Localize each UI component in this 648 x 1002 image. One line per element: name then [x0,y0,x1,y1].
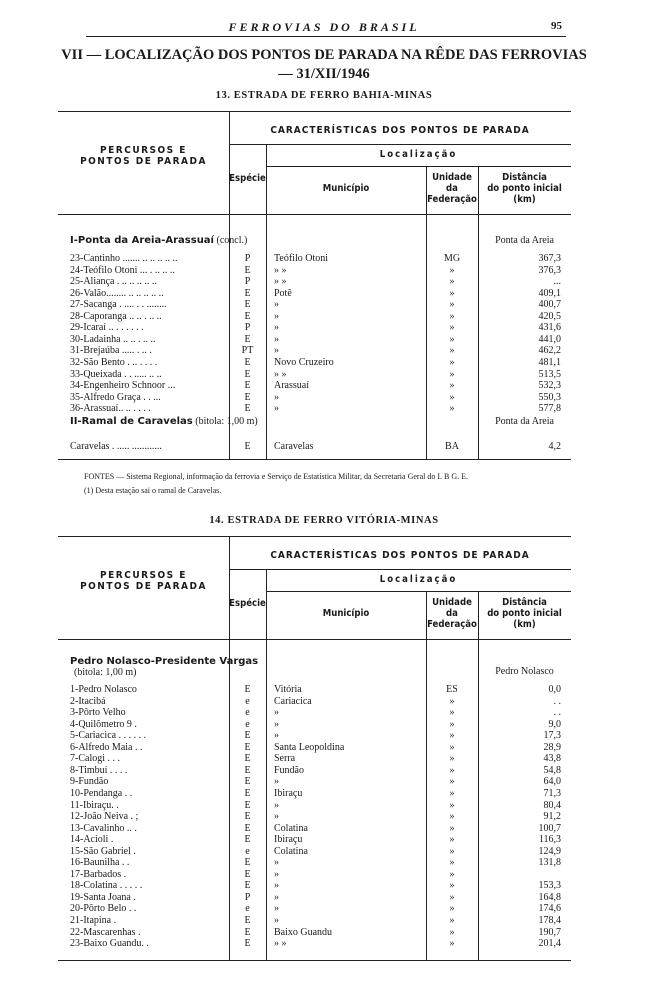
stop-name: 21-Itapina . [70,915,117,926]
stop-municipality: Caravelas [274,441,314,452]
stop-unit: » [449,380,455,392]
stop-unit: » [449,857,455,869]
stop-type: P [244,322,251,334]
stop-type: e [245,695,250,707]
stop-unit: ES [446,684,458,695]
stop-name: 3-Pôrto Velho [70,707,126,719]
section-origin: Ponta da Areia [495,416,554,427]
stop-distance: 178,4 [538,915,561,926]
table-top-rule [58,111,571,112]
stop-type: E [244,380,251,392]
col-divider-type [266,569,267,960]
stop-unit: » [449,915,455,926]
distance-header-3: (km) [513,194,536,205]
stop-type: E [244,368,251,380]
stop-municipality: Serra [274,753,296,765]
type-header: Espécie [229,173,266,184]
stop-distance: 201,4 [538,938,561,950]
stop-distance: ... [553,276,561,288]
distance-header-3: (km) [513,619,536,630]
stop-name: 11-Ibiraçu. . [70,799,119,811]
section-origin: Pedro Nolasco [495,666,554,677]
section-origin: Ponta da Areia [495,235,554,246]
stop-type: E [244,776,251,788]
stop-distance: 80,4 [543,799,561,811]
stop-distance: 0,0 [548,684,561,695]
stop-type: E [244,287,251,299]
unit-header-2: da [446,608,458,619]
stop-distance: 481,1 [538,356,561,368]
header-rule [86,36,566,37]
stop-municipality: » » [274,368,287,380]
stop-municipality: » [274,333,279,345]
stop-name: 5-Cariacica . . . . . . [70,730,147,742]
stop-municipality: » [274,857,279,869]
stop-distance: . . [553,707,561,719]
stop-unit: » [449,391,455,403]
stop-unit: » [449,707,455,719]
stop-municipality: Ibiraçu [274,834,303,846]
section-suffix: (bitola: 1,00 m) [192,416,258,427]
section-name-text: I-Ponta da Areia-Arassuaí [70,235,214,246]
table-bottom-rule [58,459,571,460]
stop-distance: 462,2 [538,345,561,357]
section-name-text: Pedro Nolasco-Presidente Vargas [70,656,259,667]
stop-municipality: » [274,391,279,403]
stop-type: E [244,915,251,926]
stop-municipality: Colatina [274,845,308,857]
stop-type: E [244,741,251,753]
stop-name: 12-João Neiva . ; [70,811,139,823]
stop-municipality: » [274,880,279,892]
stop-unit: » [449,403,455,415]
distance-header: Distância [502,597,547,608]
stop-unit: » [449,799,455,811]
stop-type: E [244,730,251,742]
stop-type: E [244,926,251,938]
stop-municipality: » [274,707,279,719]
stop-unit: MG [443,253,461,264]
stop-municipality: » [274,403,279,415]
routes-header: PERCURSOS E [100,145,187,156]
location-rule [266,591,571,592]
stop-unit: » [449,926,455,938]
stop-distance: 164,8 [538,891,561,903]
stop-unit: » [449,811,455,823]
stop-name: 22-Mascarenhas . [70,926,141,938]
stop-distance: 420,5 [538,310,561,322]
table-bottom-rule [58,960,571,961]
page-number: 95 [551,20,562,32]
stop-municipality: Santa Leopoldina [274,741,345,753]
table-13-title: 13. ESTRADA DE FERRO BAHIA-MINAS [215,90,433,101]
location-header: Localização [379,574,458,585]
stop-name: 27-Sacanga . .... . . ........ [70,299,167,311]
stop-municipality: » [274,345,279,357]
characteristics-header: CARACTERÍSTICAS DOS PONTOS DE PARADA [270,125,530,136]
stop-name: 31-Brejaúba ..... . .. . [70,345,152,357]
stop-type: e [245,845,250,857]
stop-municipality: Vitória [274,684,302,695]
stop-distance: . . [553,695,561,707]
stop-unit: » [449,868,455,880]
stop-name: 23-Cantinho ....... .. .. .. .. .. [70,253,178,264]
stop-municipality: » » [274,938,287,950]
stop-municipality: » [274,310,279,322]
stop-distance: 131,8 [538,857,561,869]
stop-distance: 43,8 [543,753,561,765]
stop-distance: 513,5 [538,368,561,380]
municipality-header: Município [322,183,370,194]
stop-name: 4-Quilômetro 9 . [70,718,137,730]
stop-municipality: » [274,903,279,915]
stop-name: 23-Baixo Guandu. . [70,938,149,950]
stop-municipality: » [274,891,279,903]
stop-distance: 64,0 [543,776,561,788]
stop-type: E [244,441,251,452]
stop-type: e [245,903,250,915]
routes-header-2: PONTOS DE PARADA [80,581,207,592]
stop-name: 16-Baunilha . . [70,857,130,869]
stop-unit: » [449,880,455,892]
stop-name: 33-Queixada . . ..... .. .. [70,368,162,380]
stop-municipality: » [274,718,279,730]
stop-distance: 441,0 [538,333,561,345]
unit-header: Unidade [432,597,472,608]
stop-name: 25-Aliança . .. .. .. .. .. [70,276,157,288]
stop-name: 10-Pendanga . . [70,787,133,799]
section-suffix: (bitola: 1,00 m) [74,667,137,678]
stop-name: 28-Caporanga .. .. . .. .. [70,310,162,322]
stop-unit: » [449,903,455,915]
stop-type: E [244,753,251,765]
stop-unit: » [449,891,455,903]
stop-type: E [244,799,251,811]
stop-name: 29-Icaraí .. . . . . . . [70,322,144,334]
stop-type: E [244,299,251,311]
header-bottom-rule [58,639,571,640]
stop-unit: » [449,264,455,276]
stop-municipality: » [274,776,279,788]
stop-distance: 71,3 [543,787,561,799]
stop-distance: 367,3 [538,253,561,264]
stop-municipality: Cariacica [274,695,312,707]
stop-type: E [244,787,251,799]
stop-distance: 577,8 [538,403,561,415]
stop-unit: » [449,356,455,368]
characteristics-rule [229,144,571,145]
stop-unit: » [449,753,455,765]
stop-unit: » [449,276,455,288]
municipality-header: Município [322,608,370,619]
stop-unit: » [449,822,455,834]
stop-unit: » [449,938,455,950]
stop-type: E [244,264,251,276]
stop-municipality: Potê [274,287,292,299]
routes-header: PERCURSOS E [100,570,187,581]
stop-distance: 400,7 [538,299,561,311]
stop-distance: 153,3 [538,880,561,892]
stop-municipality: » [274,730,279,742]
unit-header: Unidade [432,172,472,183]
stop-type: E [244,811,251,823]
stop-type: E [244,333,251,345]
stop-type: E [244,310,251,322]
table-14-title: 14. ESTRADA DE FERRO VITÓRIA-MINAS [209,515,439,526]
stop-municipality: Fundão [274,764,304,776]
stop-unit: » [449,741,455,753]
table-top-rule [58,536,571,537]
stop-distance: 17,3 [543,730,561,742]
stop-name: 15-São Gabriel . [70,845,136,857]
section-name [70,416,258,427]
type-header: Espécie [229,598,266,609]
stop-municipality: » [274,915,279,926]
stop-name: 17-Barbados . [70,868,127,880]
stop-name: 9-Fundão [70,776,109,788]
stop-unit: » [449,718,455,730]
stop-municipality: Arassuaí [274,380,309,392]
unit-header-3: Federação [427,619,477,630]
stop-type: E [244,356,251,368]
stop-unit: » [449,695,455,707]
unit-header-2: da [446,183,458,194]
distance-header-2: do ponto inicial [487,608,562,619]
stop-type: E [244,938,251,950]
stop-type: E [244,403,251,415]
stop-type: E [244,868,251,880]
stop-unit: » [449,287,455,299]
stop-type: P [244,253,251,264]
stop-type: E [244,822,251,834]
stop-unit: » [449,299,455,311]
stop-unit: » [449,776,455,788]
stop-unit: » [449,787,455,799]
routes-header-2: PONTOS DE PARADA [80,156,207,167]
stop-distance: 550,3 [538,391,561,403]
stop-municipality: Teófilo Otoni [274,253,329,264]
stop-type: E [244,391,251,403]
stop-unit: » [449,345,455,357]
characteristics-header: CARACTERÍSTICAS DOS PONTOS DE PARADA [270,550,530,561]
stop-name: 1-Pedro Nolasco [70,684,137,695]
stop-distance: 91,2 [543,811,561,823]
unit-header-3: Federação [427,194,477,205]
stop-type: E [244,764,251,776]
stop-distance: 409,1 [538,287,561,299]
stop-name: 13-Cavalinho .. . [70,822,137,834]
stop-municipality: » [274,868,279,880]
running-title: FERROVIAS DO BRASIL [228,20,420,34]
stop-unit: » [449,834,455,846]
stop-municipality: » » [274,276,287,288]
stop-distance: 4,2 [548,441,561,452]
section-heading-date: — 31/XII/1946 [278,66,370,82]
stop-type: e [245,718,250,730]
distance-header-2: do ponto inicial [487,183,562,194]
stop-unit: » [449,322,455,334]
characteristics-rule [229,569,571,570]
stop-type: E [244,684,251,695]
stop-name: 24-Teófilo Otoni ... . .. .. .. [70,264,175,276]
stop-name: 8-Timbuí . . . . [70,764,128,776]
stop-municipality: » [274,811,279,823]
stop-type: PT [241,345,254,357]
section-name [70,656,258,678]
stop-type: P [244,276,251,288]
stop-municipality: Novo Cruzeiro [274,356,334,368]
stop-municipality: » » [274,264,287,276]
stop-type: E [244,834,251,846]
stop-distance: 431,6 [538,322,561,334]
stop-distance: 116,3 [538,834,561,846]
stop-unit: » [449,333,455,345]
footnote-1: (1) Desta estação sai o ramal de Caravelas. [84,486,222,495]
stop-unit: » [449,845,455,857]
stop-municipality: » [274,799,279,811]
stop-name: Caravelas . ..... ............ [70,441,162,452]
sources-note: FONTES — Sistema Regional, informação da ferrovia e Serviço de Estatística Militar, da Secretaria Geral do I. B G. E. [84,472,469,481]
stop-distance: 174,6 [538,903,561,915]
section-name [70,235,247,246]
stop-name: 35-Alfredo Graça . . ... [70,391,161,403]
stop-unit: » [449,730,455,742]
stop-unit: » [449,764,455,776]
location-rule [266,166,571,167]
stop-name: 34-Engenheiro Schnoor ... [70,380,176,392]
stop-type: e [245,707,250,719]
stop-name: 36-Arassuaí.. .. . . . . [70,403,151,415]
stop-name: 2-Itacibá [70,695,106,707]
stop-name: 7-Calogi . . . [70,753,120,765]
stop-distance: 376,3 [538,264,561,276]
stop-name: 14-Acioli . [70,834,114,846]
stop-name: 30-Ladainha .. .. . .. .. [70,333,156,345]
stop-unit: BA [445,441,459,452]
stop-municipality: Baixo Guandu [274,926,333,938]
stop-type: P [244,891,251,903]
stop-distance: 532,3 [538,380,561,392]
section-heading: VII — LOCALIZAÇÃO DOS PONTOS DE PARADA NA RÊDE DAS FERROVIAS [61,47,587,63]
stop-name: 32-São Bento . .. . . . . [70,356,158,368]
stop-name: 20-Pôrto Belo . . [70,903,137,915]
stop-municipality: Ibiraçu [274,787,303,799]
stop-name: 6-Alfredo Maia . . [70,741,143,753]
stop-type: E [244,857,251,869]
stop-distance: 190,7 [538,926,561,938]
location-header: Localização [379,149,458,160]
stop-municipality: Colatina [274,822,308,834]
stop-municipality: » [274,299,279,311]
stop-distance: 100,7 [538,822,561,834]
stop-distance: 9,0 [548,718,561,730]
stop-unit: » [449,310,455,322]
stop-name: 19-Santa Joana . [70,891,136,903]
stop-distance: 54,8 [543,764,561,776]
section-suffix: (concl.) [213,235,248,246]
stop-distance: 124,9 [538,845,561,857]
stop-name: 26-Valão........ .. .. .. .. .. [70,287,164,299]
header-bottom-rule [58,214,571,215]
section-name-text: II-Ramal de Caravelas [70,416,193,427]
stop-municipality: » [274,322,279,334]
stop-name: 18-Colatina . . . . . [70,880,143,892]
distance-header: Distância [502,172,547,183]
stop-unit: » [449,368,455,380]
stop-type: E [244,880,251,892]
stop-distance: 28,9 [543,741,561,753]
